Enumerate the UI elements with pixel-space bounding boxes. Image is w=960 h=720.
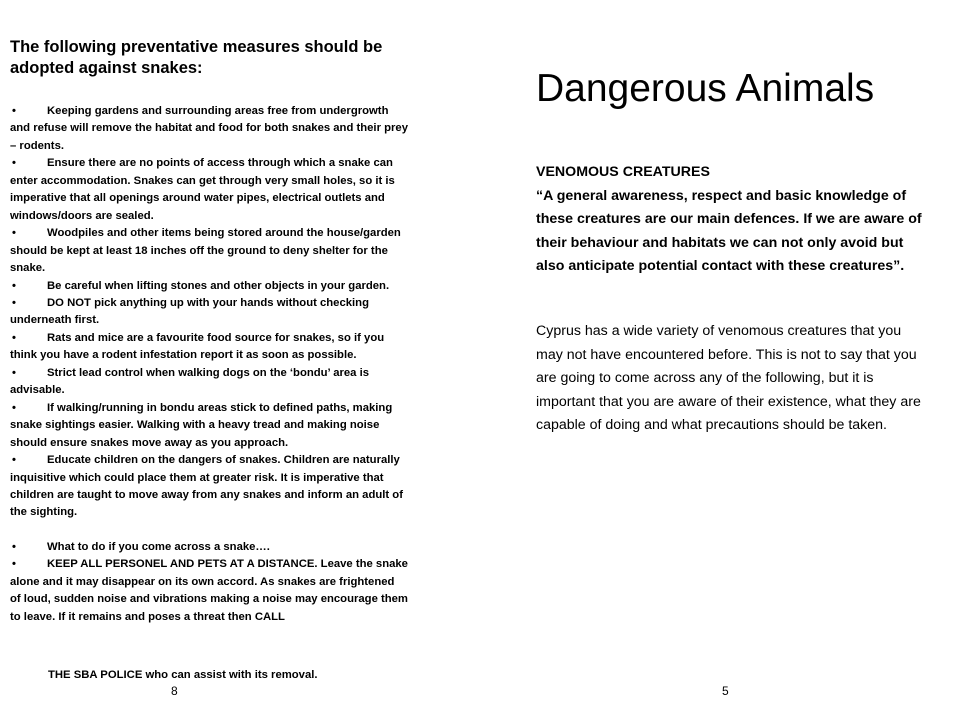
list-item-text: Strict lead control when walking dogs on the ‘bondu’ area is advisable. <box>10 366 370 397</box>
list-item <box>10 225 408 277</box>
list-item <box>10 400 408 452</box>
page-title: Dangerous Animals <box>536 67 875 110</box>
list-item <box>10 365 408 400</box>
snake-measures-list <box>10 103 408 626</box>
cyprus-paragraph: Cyprus has a wide variety of venomous creatures that you may not have encountered before. This is not to say that you are going to come across any of the following, but it is important that you are aware of their existence, what they are capable of doing and what precautions should be taken. <box>536 323 921 433</box>
sba-police-line: THE SBA POLICE who can assist with its removal. <box>48 669 318 681</box>
list-item <box>10 155 408 225</box>
list-item-text: Woodpiles and other items being stored around the house/garden should be kept at least 18 inches off the ground to deny shelter for the snake. <box>10 227 401 275</box>
bullet-icon: • <box>12 296 16 309</box>
bullet-icon: • <box>12 558 16 571</box>
list-item-text: Keeping gardens and surrounding areas free from undergrowth and refuse will remove the habitat and food for both snakes and their prey – rodents. <box>10 105 408 152</box>
list-item <box>10 103 408 155</box>
snake-measures-heading: The following preventative measures should be adopted against snakes: <box>10 38 383 77</box>
list-item-text: Educate children on the dangers of snakes. Children are naturally inquisitive which could place them at greater risk. It is imperative that children are taught to move away from any snakes and inform an adult of the sighting. <box>10 454 403 519</box>
list-item-text: KEEP ALL PERSONEL AND PETS AT A DISTANCE. Leave the snake alone and it may disappear on its own accord. As snakes are frightened of loud, sudden noise and vibrations making a noise may encourage them to leave. If it remains and poses a threat then CALL <box>10 558 408 623</box>
bullet-icon: • <box>12 227 16 240</box>
list-item <box>10 330 408 365</box>
bullet-icon: • <box>12 105 16 117</box>
page-number-left: 8 <box>171 684 178 698</box>
bullet-icon: • <box>12 366 16 379</box>
list-item <box>10 556 408 626</box>
venomous-creatures-section <box>536 161 926 279</box>
list-item <box>10 295 408 330</box>
awareness-quote: “A general awareness, respect and basic knowledge of these creatures are our main defences. If we are aware of their behaviour and habitats we can not only avoid but also anticipate potential contact with these creatures”. <box>536 187 922 274</box>
bullet-icon: • <box>12 540 16 553</box>
bullet-icon: • <box>12 401 16 414</box>
list-item-text: What to do if you come across a snake…. <box>47 540 270 553</box>
list-item <box>10 278 408 295</box>
bullet-icon: • <box>12 157 16 170</box>
bullet-icon: • <box>12 331 16 344</box>
bullet-icon: • <box>12 454 16 467</box>
list-item <box>10 539 408 556</box>
list-item-text: Be careful when lifting stones and other objects in your garden. <box>47 279 390 292</box>
section-heading: VENOMOUS CREATURES <box>536 164 710 180</box>
list-item-text: Rats and mice are a favourite food source for snakes, so if you think you have a rodent infestation report it as soon as possible. <box>10 331 385 362</box>
list-item <box>10 452 408 522</box>
page-number-right: 5 <box>722 684 729 698</box>
list-item-text: DO NOT pick anything up with your hands without checking underneath first. <box>10 296 369 327</box>
list-item-text: Ensure there are no points of access through which a snake can enter accommodation. Snakes can get through very small holes, so it is imperative that all openings around water pipes, electrical outlets and windows/doors are sealed. <box>10 157 395 222</box>
bullet-icon: • <box>12 279 16 292</box>
list-item-text: If walking/running in bondu areas stick to defined paths, making snake sightings easier. Walking with a heavy tread and making noise should ensure snakes move away as you approach. <box>10 401 393 449</box>
